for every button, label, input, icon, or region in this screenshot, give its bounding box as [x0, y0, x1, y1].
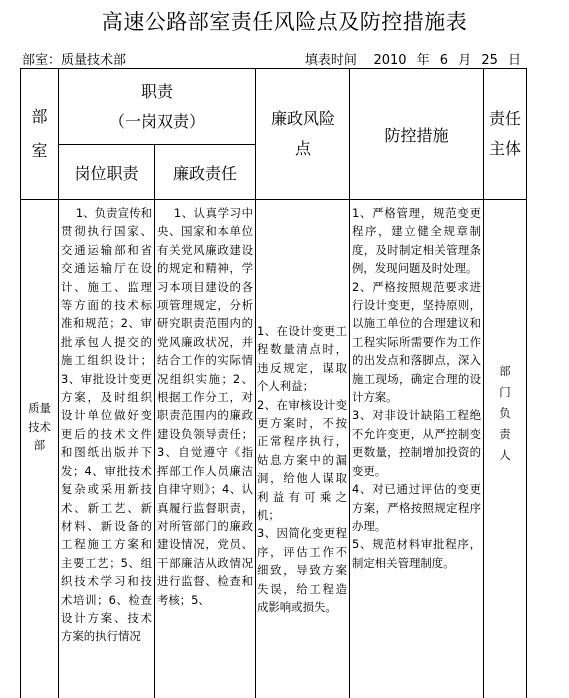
- cell-post-duty-text: 1、负责宣传和贯彻执行国家、交通运输部和省交通运输厅在设计、施工、监理等方面的技术标准和规范；2、审批承包人提交的施工组织设计；3、审批设计变更方案，及时组织设计单位做好变更后的技术文件和图纸出版并下发；4、审批技术复杂或采用新技术、新工艺、新材料、新设备的工程施工方案和主要工艺；5、组织技术学习和技术培训；6、检查设计方案、技术方案的执行情况: [61, 206, 152, 644]
- header-risk-point: [270, 69, 336, 199]
- cell-clean-duty-text: 1、认真学习中央、国家和本单位有关党风廉政建设的规定和精神，学习本项目建设的各项管理规定，分析研究职责范围内的党风廉政状况，并结合工作的实际情况组织实施；2、根据工作分工，对职责范围内的廉政建设负领导责任；3、自觉遵守《指挥部工作人员廉洁自律守则》；4、认真履行监督职责，对所管部门的廉政建设情况，党员、干部廉洁从政情况进行监督、检查和考核；5、: [157, 206, 253, 607]
- header-responsible: [484, 69, 526, 199]
- page-title: 高速公路部室责任风险点及防控措施表: [101, 10, 468, 34]
- cell-responsible-text: 部门负责人: [499, 363, 511, 462]
- table-border-right: [526, 68, 527, 698]
- cell-dept: [21, 200, 58, 698]
- header-risk-point-text: 廉政风险点: [270, 109, 335, 158]
- column-divider-duty: [154, 144, 155, 698]
- header-duty-subtitle: （一岗双责）: [108, 112, 205, 131]
- header-post-duty: [59, 145, 154, 199]
- cell-risk-point: [257, 322, 347, 698]
- header-dept: [21, 69, 58, 199]
- cell-prevention-text: 1、严格管理，规范变更程序，建立健全规章制度，及时制定相关管理条例，发现问题及时处理。 2、严格按照规范要求进行设计变更，坚持原则，以施工单位的合理建议和工程实际所需要作为工作的出发点和落脚点，深入施工现场，确定合理的设计方案。 3、对非设计缺陷工程绝不允许变更，从严控制变更数量，控制增加投资的变更。 4、对已通过评估的变更方案，严格按照规定程序办理。 5、规范材料审批程序，制定相关管理制度。: [352, 206, 481, 570]
- header-post-duty-text: 岗位职责: [74, 163, 139, 183]
- header-dept-text: 部室: [31, 107, 48, 160]
- header-bottom-border: [20, 199, 527, 200]
- header-clean-duty-text: 廉政责任: [172, 163, 237, 183]
- header-duty-title: 职责: [140, 82, 173, 101]
- header-duty-group: [59, 72, 255, 142]
- column-divider-clean: [255, 68, 256, 698]
- header-responsible-text: 责任主体: [488, 109, 521, 158]
- header-prevention-text: 防控措施: [384, 125, 449, 145]
- cell-clean-duty: [157, 204, 253, 698]
- fill-time-label: 填表时间: [304, 53, 357, 68]
- cell-prevention: [352, 204, 481, 698]
- cell-post-duty: [61, 204, 152, 698]
- header-clean-duty: [155, 145, 255, 199]
- department-label: 部室：质量技术部: [22, 53, 127, 68]
- cell-responsible: [484, 200, 526, 698]
- fill-date-value: 2010 年 6 月 25 日: [373, 53, 521, 68]
- header-prevention: [350, 69, 483, 199]
- fill-date-line: [305, 49, 521, 68]
- cell-risk-point-text: 1、在设计变更工程数量清点时，违反规定，谋取个人利益； 2、在审核设计变更方案时，不按正常程序执行，姑息方案中的漏洞，给他人谋取利益有可乘之机； 3、因简化变更程序，评估工作不细致，导致方案失误，给工程造成影响或损失。: [257, 324, 347, 615]
- cell-dept-text: 质量技术部: [28, 401, 51, 453]
- responsibility-table: [20, 68, 527, 698]
